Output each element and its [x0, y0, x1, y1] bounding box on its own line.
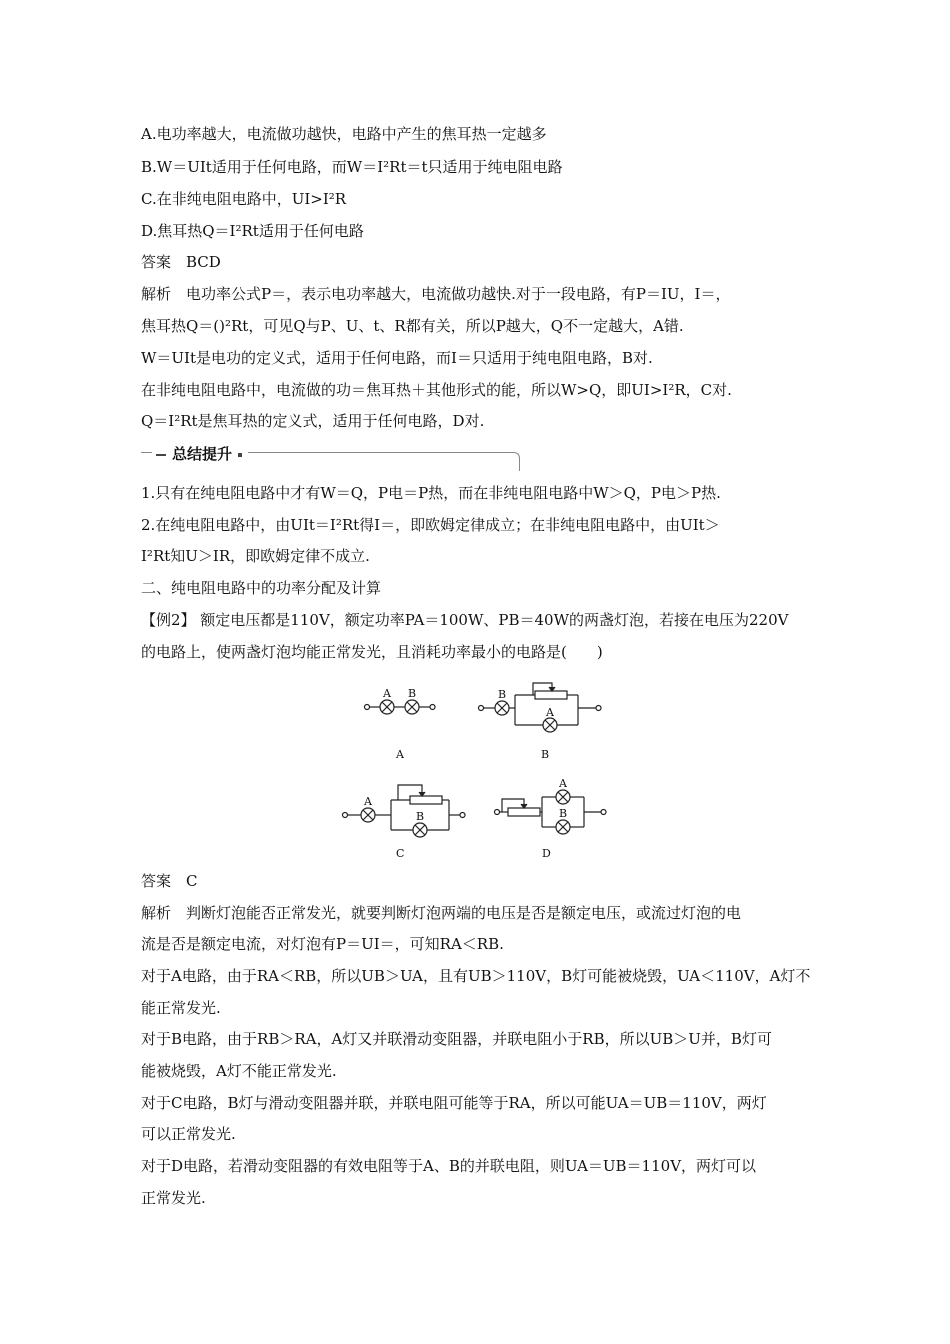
circuit-c: [343, 785, 466, 837]
analysis-2-line: 对于D电路，若滑动变阻器的有效电阻等于A、B的并联电阻，则UA＝UB＝110V，两灯可以: [141, 1157, 757, 1175]
lamp-label: B: [416, 810, 425, 823]
lamp-label: A: [559, 777, 567, 790]
lamp-label: B: [498, 688, 507, 701]
circuit-b: [479, 683, 602, 732]
example-2-line: 【例2】 额定电压都是110V，额定功率PA＝100W、PB＝40W的两盏灯泡，若接在电压为220V: [141, 611, 789, 629]
circuit-caption: D: [542, 847, 551, 860]
circuit-diagrams: [330, 675, 630, 865]
answer-2: 答案 C: [141, 872, 198, 890]
summary-item: 2.在纯电阻电路中，由UIt＝I²Rt得I＝，即欧姆定律成立；在非纯电阻电路中，由UIt＞: [141, 516, 720, 534]
analysis-1-line: 解析 电功率公式P＝，表示电功率越大，电流做功越快.对于一段电路，有P＝IU，I＝，: [141, 285, 731, 303]
analysis-1-line: 在非纯电阻电路中，电流做的功＝焦耳热＋其他形式的能，所以W>Q，即UI>I²R，C对.: [141, 381, 732, 399]
analysis-2-line: 对于C电路，B灯与滑动变阻器并联，并联电阻可能等于RA，所以可能UA＝UB＝110V，两灯: [141, 1094, 767, 1112]
analysis-2-line: 流是否是额定电流，对灯泡有P＝UI＝，可知RA＜RB.: [141, 935, 504, 953]
circuit-caption: A: [396, 748, 404, 761]
option-b: B.W＝UIt适用于任何电路，而W＝I²Rt＝t只适用于纯电阻电路: [141, 158, 563, 176]
analysis-2-line: 对于A电路，由于RA＜RB，所以UB＞UA，且有UB＞110V，B灯可能被烧毁，UA＜110V，A灯不: [141, 967, 811, 985]
answer-1: 答案 BCD: [141, 253, 221, 271]
analysis-2-line: 解析 判断灯泡能否正常发光，就要判断灯泡两端的电压是否是额定电压，或流过灯泡的电: [141, 904, 742, 922]
lamp-label: A: [546, 706, 554, 719]
option-c: C.在非纯电阻电路中，UI>I²R: [141, 190, 347, 208]
summary-title-text: 总结提升: [172, 445, 233, 463]
analysis-2-line: 对于B电路，由于RB＞RA，A灯又并联滑动变阻器，并联电阻小于RB，所以UB＞U并，B灯可: [141, 1030, 772, 1048]
analysis-2-line: 正常发光.: [141, 1189, 206, 1207]
lamp-label: A: [383, 687, 391, 700]
option-a: A.电功率越大，电流做功越快，电路中产生的焦耳热一定越多: [141, 125, 547, 143]
summary-heading: [152, 444, 248, 464]
analysis-2-line: 能正常发光.: [141, 999, 221, 1017]
square-bullet-icon: [238, 453, 242, 457]
lamp-label: B: [559, 807, 568, 820]
section-title: 二、纯电阻电路中的功率分配及计算: [141, 579, 382, 597]
dash-icon: [156, 454, 166, 456]
example-2-line: 的电路上，使两盏灯泡均能正常发光，且消耗功率最小的电路是( ): [141, 643, 603, 661]
summary-item: 1.只有在纯电阻电路中才有W＝Q，P电＝P热，而在非纯电阻电路中W＞Q，P电＞P热.: [141, 484, 721, 502]
circuit-caption: B: [541, 748, 550, 761]
analysis-1-line: 焦耳热Q＝()²Rt，可见Q与P、U、t、R都有关，所以P越大，Q不一定越大，A错.: [141, 317, 684, 335]
circuit-caption: C: [396, 847, 405, 860]
analysis-1-line: W＝UIt是电功的定义式，适用于任何电路，而I＝只适用于纯电阻电路，B对.: [141, 349, 653, 367]
circuit-a: [365, 700, 436, 714]
analysis-1-line: Q＝I²Rt是焦耳热的定义式，适用于任何电路，D对.: [141, 412, 485, 430]
option-d: D.焦耳热Q＝I²Rt适用于任何电路: [141, 222, 364, 240]
lamp-label: A: [364, 795, 372, 808]
circuit-figure: [330, 675, 630, 865]
analysis-2-line: 可以正常发光.: [141, 1125, 236, 1143]
summary-item: I²Rt知U＞IR，即欧姆定律不成立.: [141, 547, 370, 565]
lamp-label: B: [408, 687, 417, 700]
analysis-2-line: 能被烧毁，A灯不能正常发光.: [141, 1062, 337, 1080]
circuit-d: [495, 790, 607, 834]
